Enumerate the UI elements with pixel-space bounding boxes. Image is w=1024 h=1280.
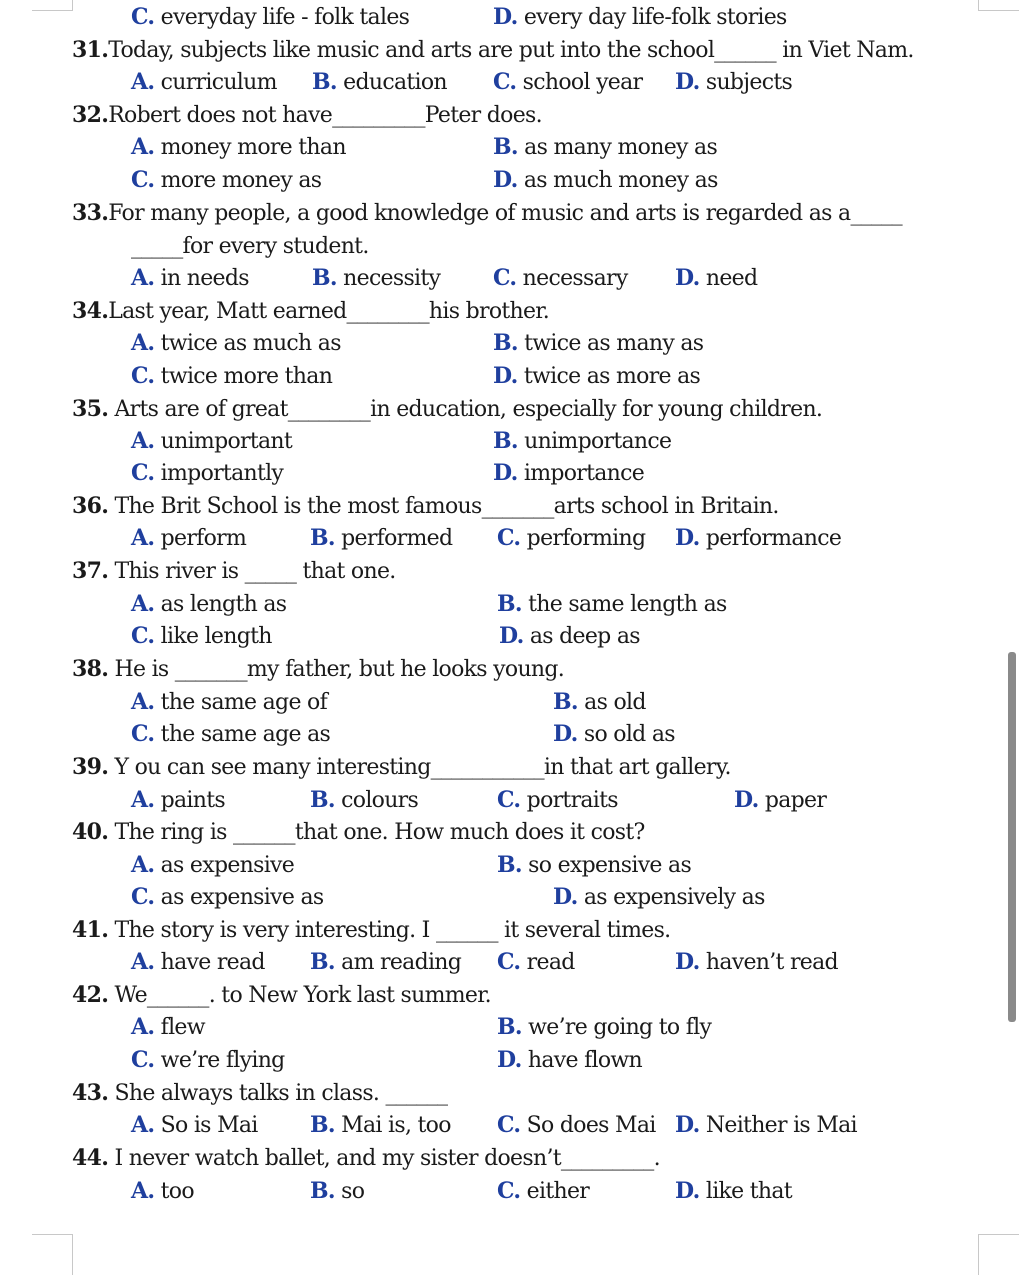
- option-letter: B.: [497, 591, 522, 617]
- question-number: 36.: [72, 493, 109, 519]
- option-letter: C.: [131, 4, 155, 30]
- question-number: 34.: [72, 298, 109, 324]
- answer-option: [497, 1109, 656, 1142]
- answer-option: [497, 1011, 711, 1044]
- answer-option: [131, 327, 341, 360]
- question-text: For many people, a good knowledge of music and arts is regarded as a_____: [108, 201, 902, 226]
- option-text: curriculum: [154, 70, 277, 95]
- option-text: as length as: [154, 592, 287, 617]
- answer-option: [675, 1175, 792, 1208]
- option-letter: D.: [675, 265, 700, 291]
- option-text: colours: [334, 788, 419, 813]
- answer-option: [493, 164, 718, 197]
- answer-option: [131, 425, 292, 458]
- option-text: need: [699, 266, 758, 291]
- option-text: more money as: [154, 168, 322, 193]
- answer-option: [131, 718, 330, 751]
- answer-option: [131, 620, 272, 653]
- option-text: read: [520, 950, 575, 975]
- option-text: performing: [520, 526, 646, 551]
- option-letter: A.: [131, 525, 155, 551]
- option-letter: B.: [497, 852, 522, 878]
- question-text: He is _______my father, but he looks young.: [108, 657, 565, 682]
- option-letter: A.: [131, 787, 155, 813]
- question-text: We______. to New York last summer.: [108, 983, 491, 1008]
- answer-option: [310, 946, 461, 979]
- question-number: 40.: [72, 819, 109, 845]
- question-number: 32.: [72, 102, 109, 128]
- option-text: like that: [699, 1179, 792, 1204]
- answer-option: [131, 1175, 194, 1208]
- question-number: 35.: [72, 396, 109, 422]
- answer-option: [675, 66, 792, 99]
- option-letter: C.: [493, 69, 517, 95]
- option-text: importance: [517, 461, 645, 486]
- question-number: 41.: [72, 917, 109, 943]
- option-letter: B.: [497, 1014, 522, 1040]
- option-text: so: [334, 1179, 365, 1204]
- question-text: She always talks in class. ______: [108, 1081, 448, 1106]
- answer-option: [131, 66, 277, 99]
- option-text: the same length as: [521, 592, 727, 617]
- option-text: money more than: [154, 135, 346, 160]
- answer-option: [131, 881, 323, 914]
- answer-option: [310, 522, 452, 555]
- question: [72, 393, 822, 426]
- crop-mark-bottom-left: [32, 1234, 73, 1275]
- answer-option: [312, 66, 447, 99]
- question-text: I never watch ballet, and my sister doesn’t_________.: [108, 1146, 660, 1171]
- question-text: Today, subjects like music and arts are put into the school______ in Viet Nam.: [108, 38, 914, 63]
- answer-option: [131, 262, 249, 295]
- option-letter: A.: [131, 949, 155, 975]
- option-letter: C.: [497, 949, 521, 975]
- option-text: as many money as: [517, 135, 718, 160]
- option-letter: D.: [553, 721, 578, 747]
- answer-option: [553, 686, 646, 719]
- answer-option: [131, 588, 286, 621]
- option-letter: D.: [493, 167, 518, 193]
- answer-option: [493, 262, 628, 295]
- answer-option: [310, 1109, 451, 1142]
- option-text: necessary: [516, 266, 628, 291]
- question: [72, 295, 549, 328]
- option-text: performance: [699, 526, 842, 551]
- option-text: the same age as: [154, 722, 331, 747]
- option-text: we’re flying: [154, 1048, 285, 1073]
- answer-option: [131, 1011, 205, 1044]
- option-text: am reading: [334, 950, 462, 975]
- answer-option: [310, 1175, 364, 1208]
- option-text: as expensive as: [154, 885, 324, 910]
- answer-option: [675, 522, 841, 555]
- option-text: twice more than: [154, 364, 333, 389]
- option-text: perform: [154, 526, 247, 551]
- question-text: Y ou can see many interesting___________in that art gallery.: [108, 755, 731, 780]
- option-text: twice as much as: [154, 331, 341, 356]
- answer-option: [310, 784, 418, 817]
- answer-option: [131, 686, 327, 719]
- option-letter: C.: [131, 167, 155, 193]
- option-letter: D.: [675, 949, 700, 975]
- option-letter: B.: [310, 1112, 335, 1138]
- option-text: like length: [154, 624, 272, 649]
- option-letter: D.: [675, 69, 700, 95]
- option-letter: D.: [497, 1047, 522, 1073]
- option-text: as deep as: [523, 624, 640, 649]
- answer-option: [131, 457, 283, 490]
- option-letter: B.: [493, 134, 518, 160]
- answer-option: [131, 1044, 285, 1077]
- question-number: 37.: [72, 558, 109, 584]
- option-text: have flown: [521, 1048, 643, 1073]
- option-text: flew: [154, 1015, 205, 1040]
- option-text: paints: [154, 788, 225, 813]
- question-number: 39.: [72, 754, 109, 780]
- crop-mark-bottom-right: [978, 1234, 1019, 1275]
- option-text: have read: [154, 950, 265, 975]
- answer-option: [497, 1044, 642, 1077]
- option-letter: D.: [493, 363, 518, 389]
- question: [72, 555, 396, 588]
- answer-option: [675, 262, 757, 295]
- answer-option: [734, 784, 826, 817]
- question: [72, 34, 914, 67]
- question-number: 44.: [72, 1145, 109, 1171]
- answer-option: [131, 1109, 258, 1142]
- option-text: So is Mai: [154, 1113, 258, 1138]
- option-text: the same age of: [154, 690, 328, 715]
- answer-option: [497, 849, 691, 882]
- question-number: 31.: [72, 37, 109, 63]
- option-text: as expensively as: [577, 885, 765, 910]
- answer-option: [131, 164, 321, 197]
- option-text: every day life-folk stories: [517, 5, 787, 30]
- option-letter: B.: [312, 265, 337, 291]
- answer-option: [497, 588, 727, 621]
- option-text: necessity: [336, 266, 441, 291]
- option-text: either: [520, 1179, 590, 1204]
- option-letter: C.: [131, 721, 155, 747]
- question-text: The Brit School is the most famous_______arts school in Britain.: [108, 494, 779, 519]
- option-letter: B.: [310, 1178, 335, 1204]
- option-letter: C.: [131, 460, 155, 486]
- question-text: Last year, Matt earned________his brother.: [108, 299, 549, 324]
- answer-option: [312, 262, 440, 295]
- question-text: The ring is ______that one. How much does it cost?: [108, 820, 645, 845]
- answer-option: [493, 360, 700, 393]
- option-letter: A.: [131, 1178, 155, 1204]
- option-letter: B.: [310, 787, 335, 813]
- option-text: as expensive: [154, 853, 295, 878]
- question: [72, 490, 779, 523]
- option-text: unimportant: [154, 429, 292, 454]
- vertical-scrollbar[interactable]: [1008, 652, 1016, 1022]
- question-text-continuation: _____for every student.: [131, 234, 369, 259]
- answer-option: [553, 881, 765, 914]
- option-letter: D.: [553, 884, 578, 910]
- option-letter: D.: [734, 787, 759, 813]
- answer-option: [497, 522, 645, 555]
- answer-option: [493, 131, 717, 164]
- answer-option: [493, 327, 703, 360]
- option-letter: D.: [493, 460, 518, 486]
- question-text: This river is _____ that one.: [108, 559, 396, 584]
- question-number: 38.: [72, 656, 109, 682]
- answer-option: [131, 1, 409, 34]
- question-text: The story is very interesting. I ______ it several times.: [108, 918, 671, 943]
- option-text: Neither is Mai: [699, 1113, 857, 1138]
- option-letter: D.: [675, 1112, 700, 1138]
- answer-option: [675, 946, 838, 979]
- answer-option: [493, 66, 642, 99]
- option-text: portraits: [520, 788, 618, 813]
- answer-option: [131, 946, 265, 979]
- question-number: 43.: [72, 1080, 109, 1106]
- option-text: as much money as: [517, 168, 718, 193]
- answer-option: [131, 849, 294, 882]
- option-letter: A.: [131, 428, 155, 454]
- answer-option: [131, 784, 225, 817]
- answer-option: [675, 1109, 857, 1142]
- option-letter: B.: [553, 689, 578, 715]
- option-text: twice as more as: [517, 364, 701, 389]
- option-text: so old as: [577, 722, 675, 747]
- answer-option: [497, 1175, 589, 1208]
- option-letter: C.: [497, 1112, 521, 1138]
- answer-option: [493, 457, 644, 490]
- option-letter: A.: [131, 1014, 155, 1040]
- option-letter: C.: [131, 623, 155, 649]
- question-number: 33.: [72, 200, 109, 226]
- option-letter: A.: [131, 69, 155, 95]
- option-text: we’re going to fly: [521, 1015, 712, 1040]
- option-letter: A.: [131, 852, 155, 878]
- question: [72, 914, 670, 947]
- option-letter: D.: [499, 623, 524, 649]
- option-text: importantly: [154, 461, 284, 486]
- option-text: haven’t read: [699, 950, 838, 975]
- option-letter: B.: [310, 949, 335, 975]
- option-text: school year: [516, 70, 643, 95]
- crop-mark-top-right: [978, 0, 1019, 11]
- option-text: too: [154, 1179, 194, 1204]
- question-text: Robert does not have_________Peter does.: [108, 103, 542, 128]
- answer-option: [497, 784, 618, 817]
- crop-mark-top-left: [32, 0, 73, 11]
- option-letter: C.: [497, 787, 521, 813]
- question: [72, 751, 731, 784]
- option-letter: C.: [131, 884, 155, 910]
- question: [72, 1142, 660, 1175]
- question: [72, 816, 645, 849]
- answer-option: [131, 131, 346, 164]
- option-text: Mai is, too: [334, 1113, 451, 1138]
- option-letter: D.: [675, 525, 700, 551]
- option-text: everyday life - folk tales: [154, 5, 410, 30]
- answer-option: [131, 360, 332, 393]
- option-letter: C.: [493, 265, 517, 291]
- option-text: education: [336, 70, 447, 95]
- question: [72, 653, 564, 686]
- question: [72, 99, 542, 132]
- option-text: as old: [577, 690, 646, 715]
- option-text: twice as many as: [517, 331, 704, 356]
- question: [72, 197, 902, 230]
- option-letter: B.: [493, 428, 518, 454]
- option-letter: C.: [497, 1178, 521, 1204]
- option-letter: B.: [312, 69, 337, 95]
- answer-option: [499, 620, 640, 653]
- option-text: unimportance: [517, 429, 672, 454]
- option-letter: A.: [131, 689, 155, 715]
- question-text: Arts are of great________in education, especially for young children.: [108, 397, 823, 422]
- question: [72, 1077, 447, 1110]
- option-letter: A.: [131, 134, 155, 160]
- answer-option: [131, 522, 246, 555]
- answer-option: [553, 718, 675, 751]
- answer-option: [497, 946, 575, 979]
- answer-option: [493, 1, 787, 34]
- option-text: in needs: [154, 266, 249, 291]
- answer-option: [493, 425, 671, 458]
- option-letter: B.: [493, 330, 518, 356]
- option-letter: C.: [497, 525, 521, 551]
- option-letter: A.: [131, 591, 155, 617]
- question: [72, 979, 491, 1012]
- question-number: 42.: [72, 982, 109, 1008]
- option-text: paper: [758, 788, 827, 813]
- option-letter: C.: [131, 1047, 155, 1073]
- option-letter: D.: [493, 4, 518, 30]
- option-text: So does Mai: [520, 1113, 656, 1138]
- option-text: so expensive as: [521, 853, 692, 878]
- option-letter: D.: [675, 1178, 700, 1204]
- option-text: subjects: [699, 70, 793, 95]
- option-text: performed: [334, 526, 453, 551]
- option-letter: B.: [310, 525, 335, 551]
- option-letter: C.: [131, 363, 155, 389]
- option-letter: A.: [131, 265, 155, 291]
- option-letter: A.: [131, 330, 155, 356]
- option-letter: A.: [131, 1112, 155, 1138]
